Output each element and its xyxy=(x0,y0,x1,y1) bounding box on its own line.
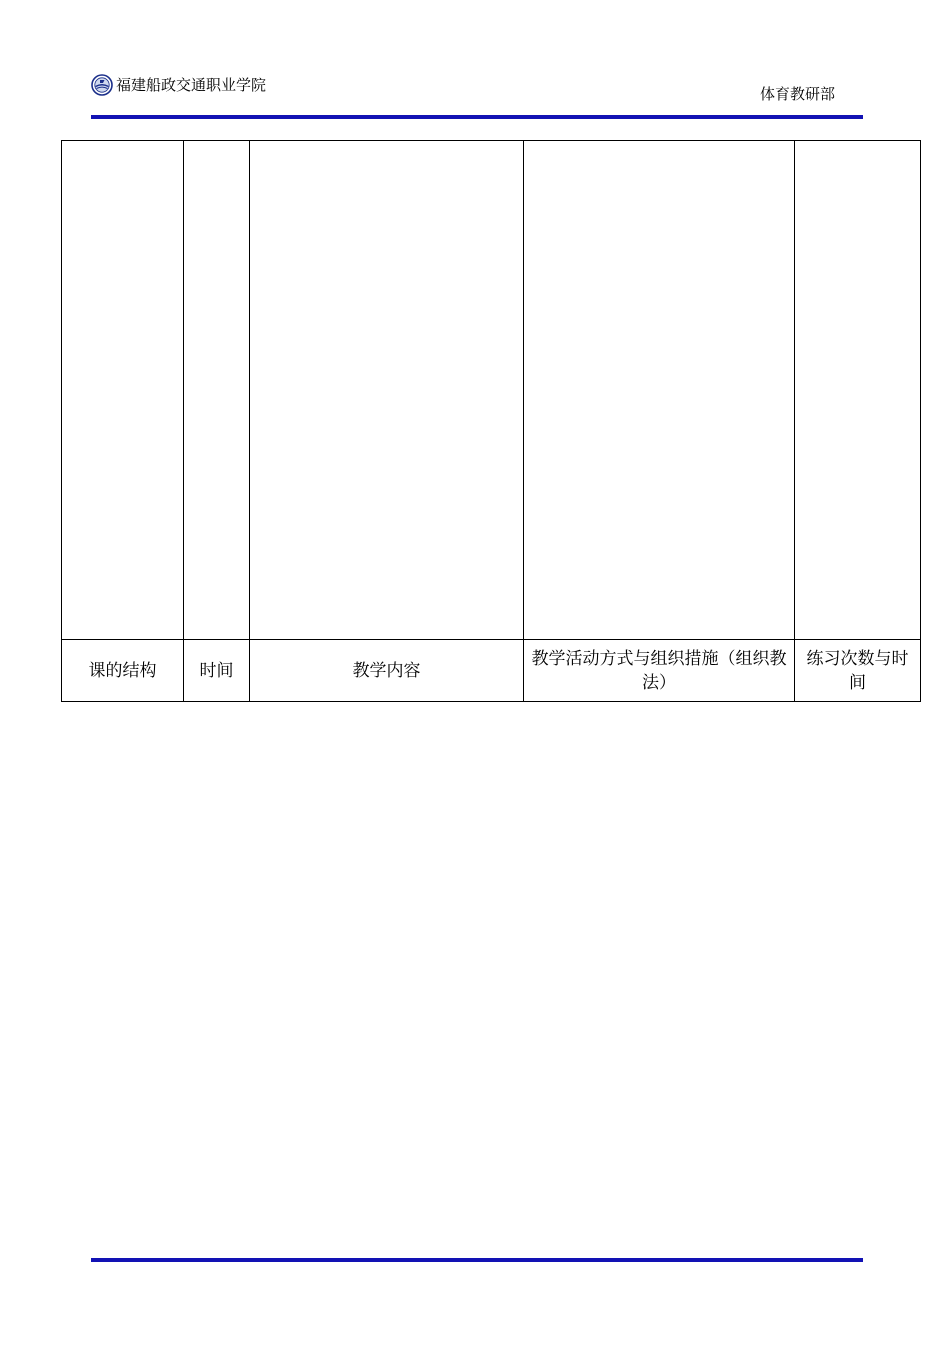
column-header-content xyxy=(250,640,524,702)
column-label: 教学内容 xyxy=(352,660,421,681)
table-cell xyxy=(62,141,184,640)
column-header-methods xyxy=(524,640,795,702)
column-label: 课的结构 xyxy=(88,660,157,681)
table-header-row xyxy=(62,640,921,702)
column-header-structure xyxy=(62,640,184,702)
column-label: 练习次数与时间 xyxy=(806,648,909,693)
table-cell xyxy=(524,141,795,640)
footer-rule xyxy=(91,1258,863,1262)
school-emblem-icon xyxy=(91,74,113,96)
table-cell xyxy=(250,141,524,640)
table-row xyxy=(62,141,921,640)
header-rule xyxy=(91,115,863,119)
lesson-plan-table xyxy=(61,140,921,702)
table-cell xyxy=(184,141,250,640)
page-header xyxy=(91,70,863,104)
column-label: 教学活动方式与组织措施（组织教法） xyxy=(531,648,787,693)
column-header-time xyxy=(184,640,250,702)
column-header-practice xyxy=(795,640,921,702)
table-cell xyxy=(795,141,921,640)
column-label: 时间 xyxy=(199,660,234,681)
department-name: 体育教研部 xyxy=(759,85,835,103)
school-name: 福建船政交通职业学院 xyxy=(116,76,267,94)
header-left xyxy=(91,74,266,96)
